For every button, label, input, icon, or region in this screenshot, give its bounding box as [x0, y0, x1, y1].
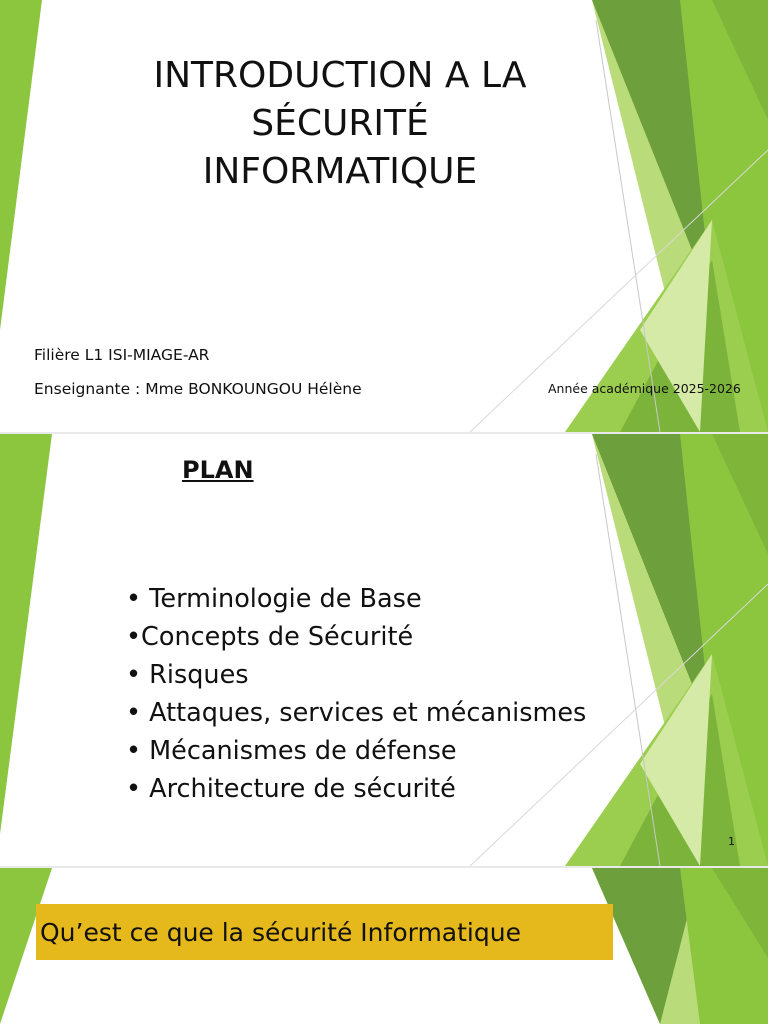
presentation-title: [100, 52, 580, 196]
academic-year-text: Année académique 2025-2026: [548, 381, 741, 396]
plan-item: • Architecture de sécurité: [126, 774, 456, 804]
plan-list: [126, 580, 586, 808]
filiere-text: Filière L1 ISI-MIAGE-AR: [34, 346, 210, 364]
title-line-3: INFORMATIQUE: [202, 151, 478, 192]
title-line-2: SÉCURITÉ: [251, 103, 429, 144]
section-title: Qu’est ce que la sécurité Informatique: [40, 918, 521, 947]
plan-heading: PLAN: [182, 456, 254, 484]
plan-item: •Concepts de Sécurité: [126, 622, 414, 652]
page-number: 1: [728, 835, 735, 848]
section-title-banner: [36, 904, 613, 960]
title-line-1: INTRODUCTION A LA: [153, 55, 527, 96]
plan-item: • Mécanismes de défense: [126, 736, 457, 766]
plan-item: • Terminologie de Base: [126, 584, 422, 614]
plan-item: • Attaques, services et mécanismes: [126, 698, 587, 728]
slide-title: [0, 0, 768, 432]
teacher-text: Enseignante : Mme BONKOUNGOU Hélène: [34, 380, 362, 398]
plan-item: • Risques: [126, 660, 249, 690]
